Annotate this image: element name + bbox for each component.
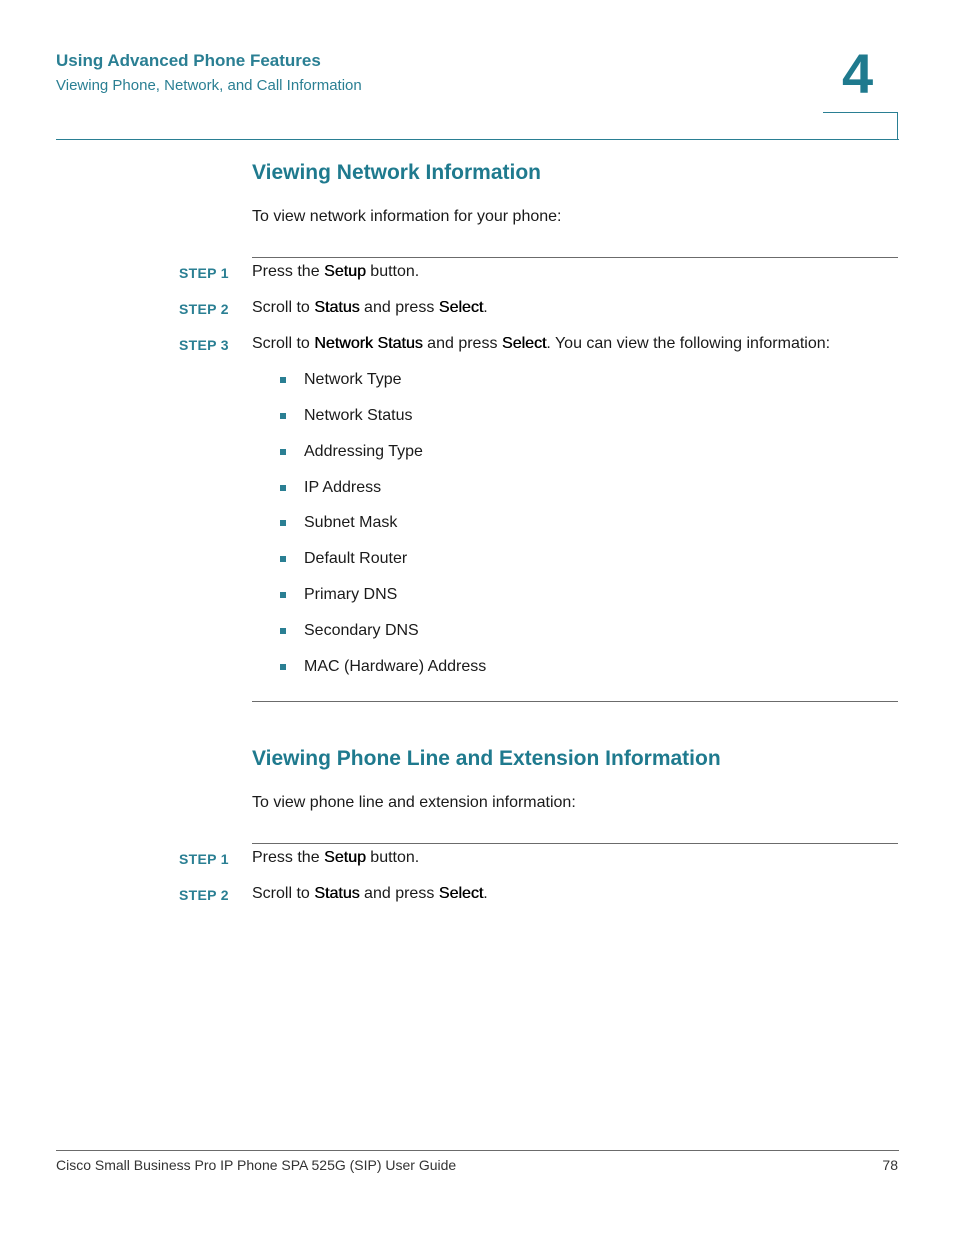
bullet-icon [280,556,286,562]
line-section-intro: To view phone line and extension information: [252,794,576,811]
status-menu-name: Status [314,299,360,316]
network-status-menu-name: Network Status [314,335,423,352]
footer-divider [56,1150,899,1151]
step-label: STEP 2 [179,887,229,903]
setup-button-name: Setup [324,263,366,280]
bullet-icon [280,413,286,419]
bullet-icon [280,520,286,526]
chapter-number: 4 [842,42,874,105]
select-button-name: Select [438,885,484,902]
step-text: Scroll to Status and press Select. [252,299,488,316]
step-label: STEP 1 [179,265,229,281]
chapter-title: Using Advanced Phone Features [56,51,321,70]
step-text: Scroll to Network Status and press Select. You can view the following information: [252,335,831,352]
list-item: Addressing Type [304,443,423,460]
bullet-icon [280,592,286,598]
steps-bottom-divider [252,701,898,702]
list-item: Primary DNS [304,586,398,603]
status-menu-name: Status [314,885,360,902]
footer-guide-title: Cisco Small Business Pro IP Phone SPA 525G (SIP) User Guide [56,1157,457,1173]
list-item: Network Type [304,371,402,388]
step-label: STEP 1 [179,851,229,867]
list-item: Network Status [304,407,413,424]
setup-button-name: Setup [324,849,366,866]
network-section-intro: To view network information for your phone: [252,208,562,225]
list-item: Secondary DNS [304,622,419,639]
step-text: Press the Setup button. [252,849,420,866]
bullet-icon [280,449,286,455]
select-button-name: Select [501,335,547,352]
page-number: 78 [882,1157,898,1173]
bullet-icon [280,628,286,634]
step-label: STEP 3 [179,337,229,353]
list-item: Default Router [304,550,408,567]
chapter-number-box [823,112,898,139]
list-item: Subnet Mask [304,514,398,531]
network-section-title: Viewing Network Information [252,161,541,184]
line-section-title: Viewing Phone Line and Extension Information [252,747,721,770]
bullet-icon [280,664,286,670]
step-text: Scroll to Status and press Select. [252,885,488,902]
select-button-name: Select [438,299,484,316]
step-label: STEP 2 [179,301,229,317]
steps-top-divider [252,257,898,258]
list-item: MAC (Hardware) Address [304,658,487,675]
steps-top-divider [252,843,898,844]
header-divider [56,139,899,140]
list-item: IP Address [304,479,382,496]
bullet-icon [280,377,286,383]
section-subtitle: Viewing Phone, Network, and Call Information [56,77,362,94]
bullet-icon [280,485,286,491]
step-text: Press the Setup button. [252,263,420,280]
